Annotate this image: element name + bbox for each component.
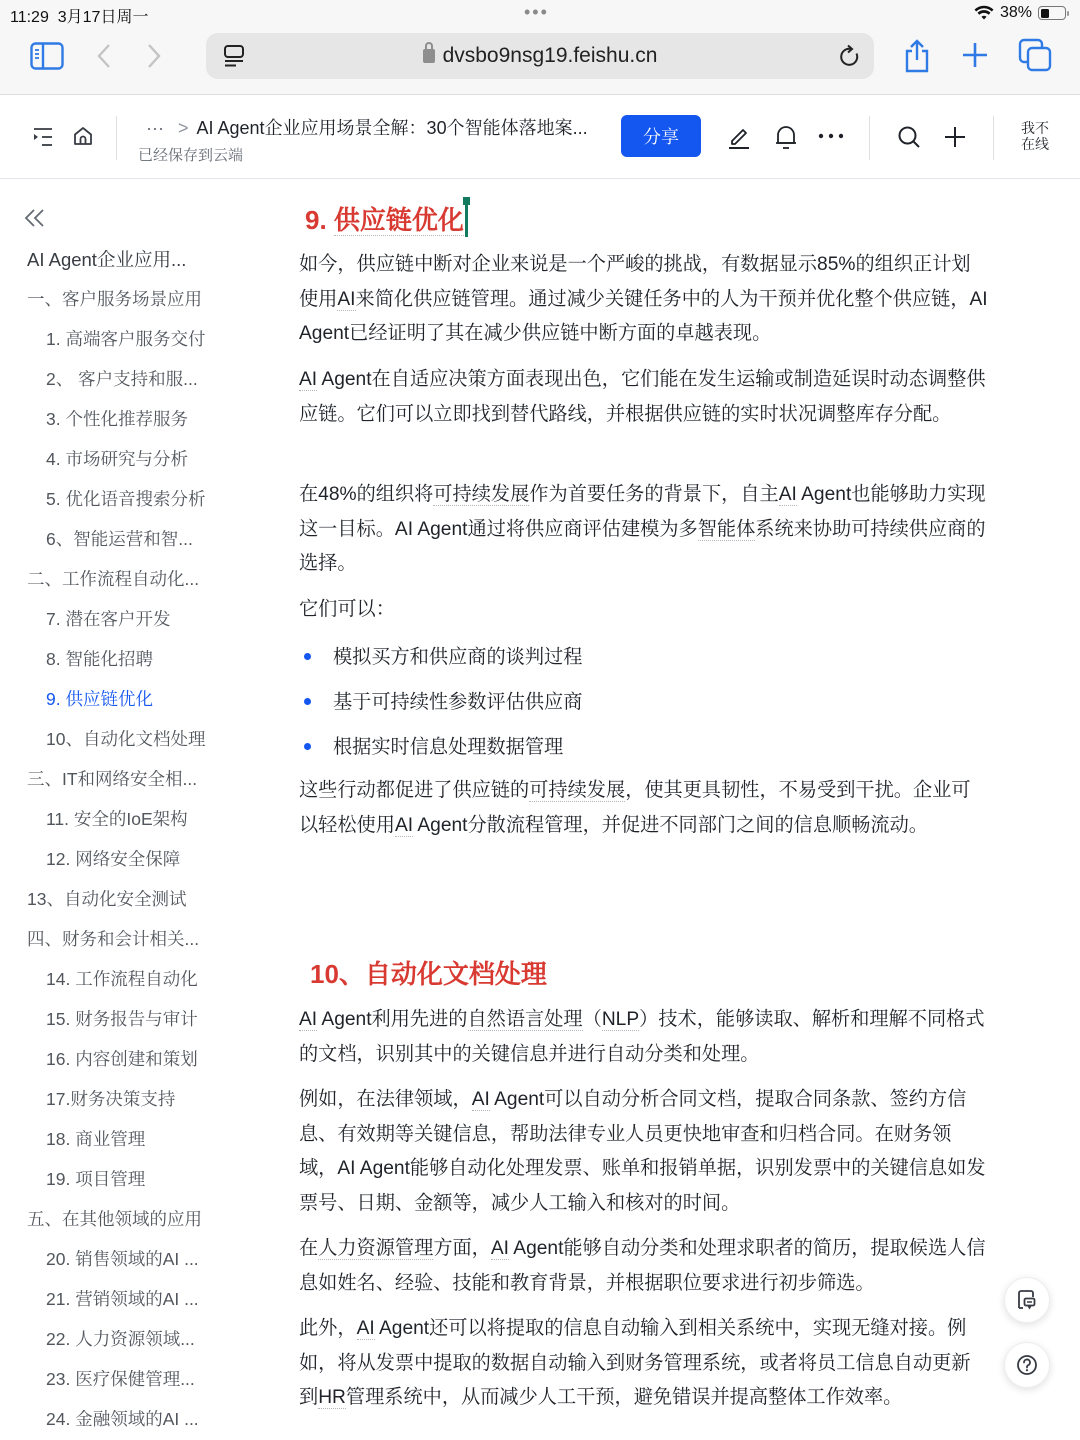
bullet-item[interactable]: 模拟买方和供应商的谈判过程 xyxy=(299,642,582,669)
outline-item[interactable]: 7. 潜在客户开发 xyxy=(46,609,171,629)
bullet-item[interactable]: 根据实时信息处理数据管理 xyxy=(299,732,563,759)
reload-icon[interactable] xyxy=(838,44,862,68)
outline-sidebar xyxy=(0,180,270,1440)
bullet-dot xyxy=(304,743,311,750)
breadcrumb-more[interactable]: ··· xyxy=(146,118,164,138)
browser-toolbar xyxy=(0,28,1080,95)
battery-percent: 38% xyxy=(999,4,1032,21)
outline-item[interactable]: 22. 人力资源领域... xyxy=(46,1329,195,1349)
heading-document-processing[interactable]: 10、自动化文档处理 xyxy=(310,959,547,989)
wifi-icon xyxy=(974,5,994,21)
status-time: 11:29 3月17日周一 xyxy=(10,9,149,26)
paragraph[interactable]: 这些行动都促进了供应链的可持续发展，使其更具韧性，不易受到干扰。企业可以轻松使用AI Agent分散流程管理，并促进不同部门之间的信息顺畅流动。 xyxy=(299,780,971,836)
notification-bell-icon[interactable] xyxy=(774,123,798,151)
share-button[interactable]: 分享 xyxy=(621,115,701,157)
edit-icon[interactable] xyxy=(727,124,751,150)
search-icon[interactable] xyxy=(896,124,922,150)
paragraph[interactable]: 此外，AI Agent还可以将提取的信息自动输入到相关系统中，实现无缝对接。例如，将从发票中提取的数据自动输入到财务管理系统，或者将员工信息自动更新到HR管理系统中，从而减少人工干预，避免错误并提高整体工作效率。 xyxy=(299,1318,971,1409)
outline-item[interactable]: 17.财务决策支持 xyxy=(46,1089,176,1109)
tabs-overview-icon[interactable] xyxy=(1018,38,1052,72)
outline-item[interactable]: 二、工作流程自动化... xyxy=(27,569,200,589)
paragraph[interactable]: AI Agent在自适应决策方面表现出色，它们能在发生运输或制造延误时动态调整供应链。它们可以立即找到替代路线，并根据供应链的实时状况调整库存分配。 xyxy=(299,369,986,425)
outline-item[interactable]: 4. 市场研究与分析 xyxy=(46,449,188,469)
presence-status[interactable]: 我不 在线 xyxy=(1021,120,1049,152)
divider xyxy=(869,116,870,160)
comment-panel-button[interactable] xyxy=(1004,1277,1050,1323)
breadcrumb xyxy=(146,114,588,140)
divider xyxy=(116,116,117,160)
back-icon[interactable] xyxy=(94,42,114,70)
outline-item[interactable]: AI Agent企业应用... xyxy=(27,249,187,270)
outline-item[interactable]: 三、IT和网络安全相... xyxy=(27,769,198,789)
outline-item[interactable]: 20. 销售领域的AI ... xyxy=(46,1249,199,1269)
bullet-item[interactable]: 基于可持续性参数评估供应商 xyxy=(299,687,582,714)
help-button[interactable] xyxy=(1004,1342,1050,1388)
paragraph[interactable]: 如今，供应链中断对企业来说是一个严峻的挑战，有数据显示85%的组织正计划使用AI来简化供应链管理。通过减少关键任务中的人为干预并优化整个供应链，AI Agent已经证明了其在减少供应链中断方面的卓越表现。 xyxy=(299,254,988,345)
paragraph[interactable]: 在48%的组织将可持续发展作为首要任务的背景下，自主AI Agent也能够助力实现这一目标。AI Agent通过将供应商评估建模为多智能体系统来协助可持续供应商的选择。 xyxy=(299,484,986,575)
outline-item[interactable]: 3. 个性化推荐服务 xyxy=(46,409,188,429)
outline-item[interactable]: 四、财务和会计相关... xyxy=(27,929,200,949)
paragraph[interactable]: 在人力资源管理方面，AI Agent能够自动分类和处理求职者的简历，提取候选人信息如姓名、经验、技能和教育背景，并根据职位要求进行初步筛选。 xyxy=(299,1238,986,1294)
add-icon[interactable] xyxy=(942,124,968,150)
paragraph[interactable]: 例如，在法律领域，AI Agent可以自动分析合同文档，提取合同条款、签约方信息、有效期等关键信息，帮助法律专业人员更快地审查和归档合同。在财务领域，AI Agent能够自动化处理发票、账单和报销单据，识别发票中的关键信息如发票号、日期、金额等，减少人工输入和核对的时间。 xyxy=(299,1089,986,1214)
lock-icon xyxy=(423,49,435,63)
outline-item[interactable]: 9. 供应链优化 xyxy=(46,689,153,709)
address-bar[interactable] xyxy=(206,33,874,79)
heading-supply-chain[interactable]: 9. 供应链优化 xyxy=(305,200,468,237)
outline-item[interactable]: 23. 医疗保健管理... xyxy=(46,1369,195,1389)
outline-item[interactable]: 1. 高端客户服务交付 xyxy=(46,329,206,349)
home-icon[interactable] xyxy=(72,125,94,147)
url-text: dvsbo9nsg19.feishu.cn xyxy=(442,44,658,67)
multitask-dots[interactable]: ••• xyxy=(524,2,549,22)
outline-item[interactable]: 18. 商业管理 xyxy=(46,1129,146,1149)
outline-item[interactable]: 11. 安全的IoE架构 xyxy=(46,809,188,829)
save-status: 已经保存到云端 xyxy=(138,147,244,164)
doc-header xyxy=(0,96,1080,179)
doc-title[interactable]: AI Agent企业应用场景全解：30个智能体落地案... xyxy=(196,118,588,138)
outline-item[interactable]: 五、在其他领域的应用 xyxy=(27,1209,202,1229)
outline-item[interactable]: 5. 优化语音搜索分析 xyxy=(46,489,206,509)
outline-item[interactable]: 21. 营销领域的AI ... xyxy=(46,1289,199,1309)
outline-item[interactable]: 15. 财务报告与审计 xyxy=(46,1009,198,1029)
bullet-dot xyxy=(304,653,311,660)
outline-item[interactable]: 14. 工作流程自动化 xyxy=(46,969,198,989)
outline-item[interactable]: 19. 项目管理 xyxy=(46,1169,146,1189)
battery-icon xyxy=(1038,6,1066,20)
outline-toggle-icon[interactable] xyxy=(32,126,54,148)
paragraph[interactable]: 它们可以： xyxy=(299,599,395,620)
outline-item[interactable]: 13、自动化安全测试 xyxy=(27,889,187,909)
outline-item[interactable]: 2、 客户支持和服... xyxy=(46,369,198,389)
new-tab-icon[interactable] xyxy=(960,40,990,70)
forward-icon[interactable] xyxy=(144,42,164,70)
outline-item[interactable]: 一、客户服务场景应用 xyxy=(27,289,202,309)
outline-item[interactable]: 12. 网络安全保障 xyxy=(46,849,181,869)
divider xyxy=(993,116,994,160)
outline-item[interactable]: 24. 金融领域的AI ... xyxy=(46,1409,199,1429)
outline-item[interactable]: 10、自动化文档处理 xyxy=(46,729,206,749)
sidebar-toggle-icon[interactable] xyxy=(30,42,64,70)
text-cursor xyxy=(465,201,468,237)
share-page-icon[interactable] xyxy=(902,38,932,74)
outline-item[interactable]: 16. 内容创建和策划 xyxy=(46,1049,198,1069)
outline-item[interactable]: 8. 智能化招聘 xyxy=(46,649,153,669)
status-bar xyxy=(0,0,1080,28)
outline-item[interactable]: 6、智能运营和智... xyxy=(46,529,193,549)
comment-panel-icon xyxy=(1017,1289,1037,1311)
breadcrumb-separator: > xyxy=(177,118,189,138)
paragraph[interactable]: AI Agent利用先进的自然语言处理（NLP）技术，能够读取、解析和理解不同格式的文档，识别其中的关键信息并进行自动分类和处理。 xyxy=(299,1009,985,1065)
more-options-icon[interactable] xyxy=(818,124,844,148)
bullet-dot xyxy=(304,698,311,705)
help-icon xyxy=(1016,1354,1038,1376)
collapse-outline-icon[interactable] xyxy=(24,204,46,235)
